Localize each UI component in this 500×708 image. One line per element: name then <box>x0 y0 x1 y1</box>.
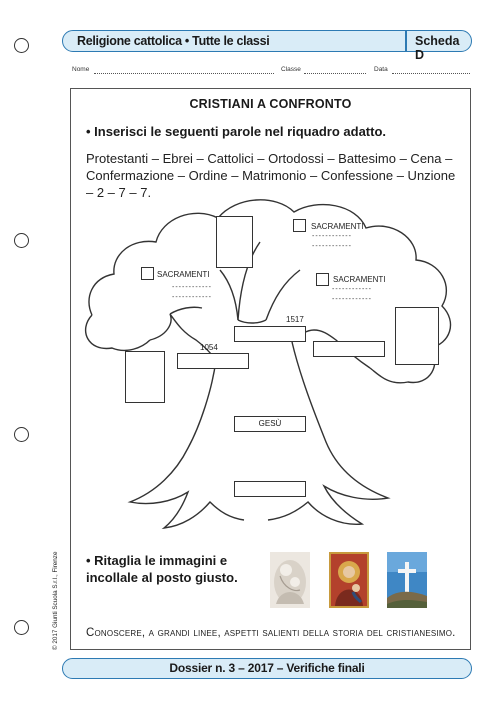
answer-box-wide[interactable] <box>177 353 249 369</box>
word-list: Protestanti – Ebrei – Cattolici – Ortodossi – Battesimo – Cena – Confermazione – Ordine – Matrimonio – Confessione – Unzione – 2 – 7 – 7. <box>86 151 456 200</box>
answer-box-wide[interactable] <box>234 481 306 497</box>
year-label: 1054 <box>200 343 218 352</box>
answer-box-large[interactable] <box>216 216 253 268</box>
classe-label: Classe <box>281 66 301 73</box>
answer-box-small[interactable] <box>293 219 306 232</box>
page-footer: Dossier n. 3 – 2017 – Verifiche finali <box>62 658 472 679</box>
virgin-icon-image[interactable] <box>329 552 369 608</box>
binder-hole <box>14 38 29 53</box>
page-header <box>62 30 472 62</box>
instruction-2-line-1: • Ritaglia le immagini e <box>86 553 228 568</box>
gesu-box <box>234 416 306 432</box>
answer-box-large[interactable] <box>125 351 165 403</box>
scheda-label: Scheda D <box>415 34 460 62</box>
page-title: CRISTIANI A CONFRONTO <box>189 97 352 111</box>
sacramenti-label: SACRAMENTI <box>333 275 386 284</box>
madonna-image[interactable] <box>270 552 310 608</box>
instruction-1: • Inserisci le seguenti parole nel riquadro adatto. <box>86 124 387 139</box>
year-label: 1517 <box>286 315 304 324</box>
instruction-2 <box>86 552 238 586</box>
dash-line: ------------ <box>312 243 352 250</box>
data-label: Data <box>374 66 388 73</box>
copyright-text: © 2017 Giunti Scuola S.r.l., Firenze <box>52 551 59 650</box>
learning-goal: Conoscere, a grandi linee, aspetti salienti della storia del cristianesimo. <box>86 627 456 639</box>
gesu-label: GESÙ <box>258 419 282 428</box>
dash-line: ------------ <box>332 296 372 303</box>
sacramenti-label: SACRAMENTI <box>157 270 210 279</box>
cross-image[interactable] <box>387 552 427 608</box>
header-divider <box>405 31 407 51</box>
answer-box-wide[interactable] <box>313 341 385 357</box>
nome-label: Nome <box>72 66 90 73</box>
dash-line: ------------ <box>172 294 212 301</box>
data-field[interactable] <box>392 73 470 74</box>
answer-box-small[interactable] <box>316 273 329 286</box>
dash-line: ------------ <box>312 233 352 240</box>
answer-box-small[interactable] <box>141 267 154 280</box>
subject-title: Religione cattolica • Tutte le classi <box>77 34 270 48</box>
binder-hole <box>14 233 29 248</box>
sacramenti-label: SACRAMENTI <box>311 222 364 231</box>
dash-line: ------------ <box>172 284 212 291</box>
nome-field[interactable] <box>94 73 274 74</box>
classe-field[interactable] <box>304 73 366 74</box>
answer-box-large[interactable] <box>395 307 439 365</box>
instruction-2-line-2: incollale al posto giusto. <box>86 570 238 585</box>
binder-hole <box>14 620 29 635</box>
binder-hole <box>14 427 29 442</box>
answer-box-wide[interactable] <box>234 326 306 342</box>
dash-line: ------------ <box>332 286 372 293</box>
